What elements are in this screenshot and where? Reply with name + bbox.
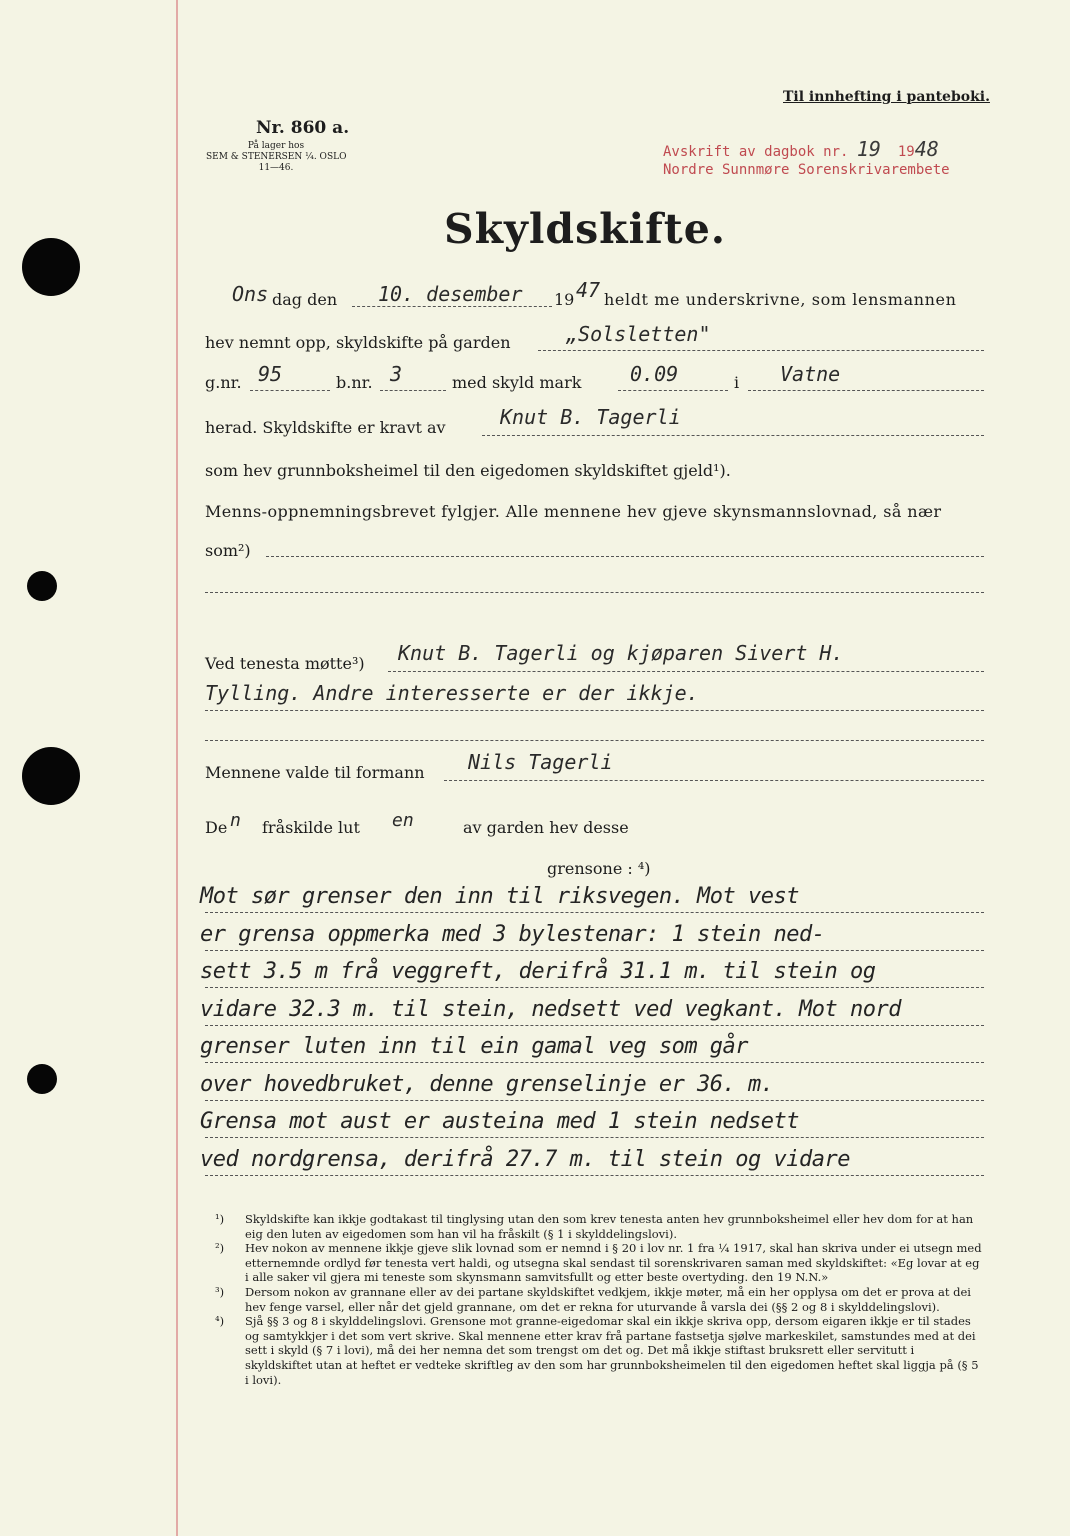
form-text-day: dag den (272, 290, 338, 309)
boundary-rule (205, 1025, 984, 1026)
form-text-som: som²) (205, 541, 251, 560)
hw-herad: Vatne (780, 362, 841, 386)
stamp-year-prefix: 19 (897, 144, 915, 160)
hw-present-2: Tylling. Andre interesserte er der ikkje. (205, 681, 699, 705)
printer-imprint (206, 141, 346, 174)
form-text-i: i (734, 373, 740, 392)
hw-requested-by: Knut B. Tagerli (500, 405, 681, 429)
stamp-line-1: Avskrift av dagbok nr. (663, 144, 849, 160)
red-margin-line (176, 0, 178, 1536)
form-text-bnr: b.nr. (336, 373, 373, 392)
hw-chairman: Nils Tagerli (468, 750, 613, 774)
hw-de-suffix: n (230, 810, 241, 831)
punch-hole-1 (22, 238, 80, 296)
boundary-rule (205, 1100, 984, 1101)
stamp-journal-number: 19 (856, 137, 881, 161)
form-text-19: 19 (554, 290, 575, 309)
boundary-rule (205, 987, 984, 988)
boundary-line: er grensa oppmerka med 3 bylestenar: 1 stein ned- (200, 921, 825, 947)
punch-hole-4 (27, 1064, 57, 1094)
form-text-skyld: med skyld mark (452, 373, 582, 392)
hw-present-1: Knut B. Tagerli og kjøparen Sivert H. (398, 641, 844, 665)
form-text-chairman: Mennene valde til formann (205, 763, 425, 782)
form-text-gnr: g.nr. (205, 373, 242, 392)
boundary-rule (205, 1062, 984, 1063)
boundary-line: grenser luten inn til ein gamal veg som går (200, 1034, 749, 1059)
boundary-line: over hovedbruket, denne grenselinje er 36. m. (200, 1071, 774, 1097)
form-text-heimel: som hev grunnboksheimel til den eigedomen skyldskiftet gjeld¹). (205, 461, 731, 480)
hw-lut-suffix: en (392, 810, 414, 831)
footnote-1: ¹) Skyldskifte kan ikkje godtakast til tinglysing utan den som krev tenesta anten hev grunnboksheimel eller hev dom for at han eig den luten av eigedomen som han vil ha fråskilt (§ 1 i skylddelingslovi). (215, 1212, 974, 1241)
printer-line-1: På lager hos (247, 141, 305, 151)
footnote-3: ³) Dersom nokon av grannane eller av dei partane skyldskiftet vedkjem, ikkje møter, må ein her opplysa om det er prova at dei hev fenge varsel, eller når det gjeld grannane, om det er rekna for uturvande å varsla dei (§§ 2 og 8 i skylddelingslovi). (215, 1284, 971, 1314)
boundary-rule (205, 1137, 984, 1138)
hw-skyld: 0.09 (630, 362, 679, 386)
form-text-de: De (205, 818, 228, 837)
registry-stamp (663, 137, 950, 179)
punch-hole-2 (27, 571, 57, 601)
form-text-present: Ved tenesta møtte³) (205, 654, 365, 673)
form-text-lut: fråskilde lut (262, 818, 360, 837)
stamp-line-2: Nordre Sunnmøre Sorenskrivarembete (663, 162, 950, 178)
boundary-line: vidare 32.3 m. til stein, nedsett ved vegkant. Mot nord (200, 996, 901, 1022)
document-title: Skyldskifte. (444, 205, 727, 253)
boundary-rule (205, 1175, 984, 1176)
hw-gnr: 95 (258, 362, 283, 386)
printer-line-2: SEM & STENERSEN ¼. OSLO (206, 152, 347, 162)
stamp-year-suffix: 48 (914, 137, 939, 161)
boundary-line: Grensa mot aust er austeina med 1 stein nedsett (200, 1109, 800, 1134)
hw-date: 10. desember (378, 282, 523, 306)
form-text-lovnad: Menns-oppnemningsbrevet fylgjer. Alle mennene hev gjeve skynsmannslovnad, så nær (205, 502, 942, 521)
form-number: Nr. 860 a. (256, 118, 350, 138)
boundary-line: Mot sør grenser den inn til riksvegen. Mot vest (200, 884, 800, 909)
form-text-grensone: grensone : ⁴) (547, 859, 651, 878)
footnotes (205, 1212, 985, 1387)
form-text-kravt: herad. Skyldskifte er kravt av (205, 418, 446, 437)
boundary-rule (205, 912, 984, 913)
footnote-2: ²) Hev nokon av mennene ikkje gjeve slik lovnad som er nemnd i § 20 i lov nr. 1 fra ¼ 1917, skal han skriva under ei utsegn med etternemnde ordlyd før tenesta vert haldi, og utsegna skal sendast til sorenskrivaren saman med skyldskiftet: «Eg lovar at eg i alle saker vil gjera mi teneste som skynsmann samvitsfullt og etter beste overtyding. den 19 N.N.» (215, 1241, 982, 1285)
binding-note: Til innhefting i panteboki. (783, 89, 990, 105)
printer-line-3: 11—46. (258, 163, 294, 173)
boundary-line: sett 3.5 m frå veggreft, derifrå 31.1 m. til stein og (200, 959, 876, 984)
hw-bnr: 3 (390, 362, 403, 386)
footnote-4: ⁴) Sjå §§ 3 og 8 i skylddelingslovi. Grensone mot granne-eigedomar skal ein ikkje skriva opp, dersom eigaren ikkje er til stades og samtykkjer i det som vert skrive. Skal mennene etter krav frå partane fastsetja sjølve markeskilet, samstundes med at dei sett i skyld (§ 7 i lovi), må dei her nemna det som trengst om det og. Det må ikkje stiftast bruksrett eller servitutt i skyldskiftet utan at heftet er vedteke skriftleg av den som har grunnboksheimelen til den eigedomen heftet skal liggja på (§ 5 i lovi). (215, 1314, 979, 1387)
hw-year: 47 (576, 278, 601, 302)
form-text-heldt: heldt me underskrivne, som lensmannen (604, 290, 957, 309)
hw-farm-name: „Solsletten" (566, 322, 711, 346)
punch-hole-3 (22, 747, 80, 805)
boundary-rule (205, 950, 984, 951)
hw-weekday: Ons (232, 282, 269, 306)
form-text-av-garden: av garden hev desse (463, 818, 629, 837)
boundary-line: ved nordgrensa, derifrå 27.7 m. til stein og vidare (200, 1146, 851, 1172)
form-text-farm: hev nemnt opp, skyldskifte på garden (205, 333, 511, 352)
